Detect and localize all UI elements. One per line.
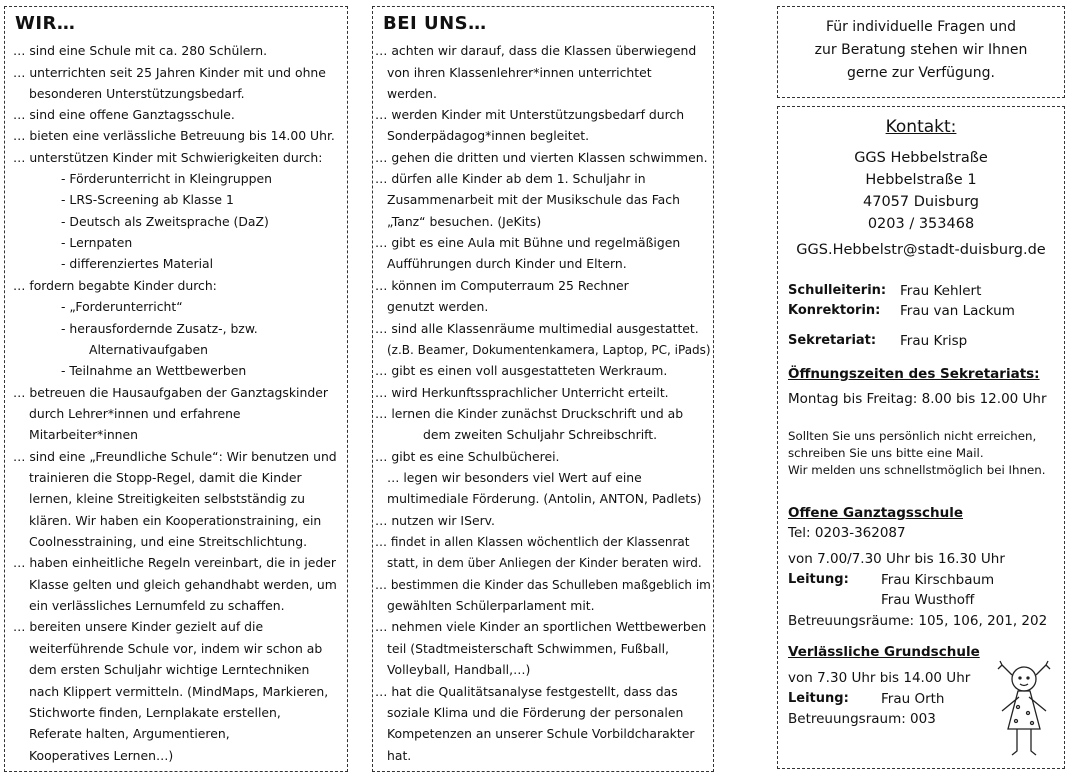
list-line: weiterführende Schule vor, indem wir schon ab [29,641,323,656]
list-line: trainieren die Stopp-Regel, damit die Kinder [29,470,302,485]
vgs-lead-name: Frau Orth [881,691,945,707]
ogs-lead-name: Frau Wusthoff [881,592,975,608]
school-phone: 0203 / 353468 [867,216,975,232]
consultation-box [777,6,1065,98]
contact-note-line: Wir melden uns schnellstmöglich bei Ihnen. [788,463,1046,477]
list-line: … bieten eine verlässliche Betreuung bis 14.00 Uhr. [13,128,335,143]
list-line: … betreuen die Hausaufgaben der Ganztagskinder [13,385,328,400]
list-line: … findet in allen Klassen wöchentlich der Klassenrat [375,535,690,549]
list-line: - „Forderunterricht“ [61,299,183,314]
list-line: hat. [387,748,412,763]
ogs-title: Offene Ganztagsschule [788,505,963,521]
list-line: genutzt werden. [387,299,489,314]
staff-role: Sekretariat: [788,333,877,348]
contact-title: Kontakt: [885,117,957,137]
consultation-line: zur Beratung stehen wir Ihnen [814,42,1028,58]
consultation-line: Für individuelle Fragen und [825,19,1017,35]
staff-name: Frau Krisp [900,333,968,349]
list-line: Stichworte finden, Lernplakate erstellen, [29,705,281,720]
list-line: … hat die Qualitätsanalyse festgestellt, dass das [375,684,678,699]
list-line: … sind eine offene Ganztagsschule. [13,107,235,122]
list-line: … wird Herkunftssprachlicher Unterricht erteilt. [375,385,669,400]
list-line: … sind eine „Freundliche Schule“: Wir benutzen und [13,449,337,464]
list-line: - Förderunterricht in Kleingruppen [61,171,272,186]
list-line: Sonderpädagog*innen begleitet. [387,128,590,143]
contact-note-line: Sollten Sie uns persönlich nicht erreichen, [788,429,1037,443]
list-line: … lernen die Kinder zunächst Druckschrift und ab [375,406,684,421]
list-line: … gibt es einen voll ausgestatteten Werkraum. [375,363,668,378]
list-line: Coolnesstraining, und eine Streitschlichtung. [29,534,308,549]
list-line: teil (Stadtmeisterschaft Schwimmen, Fußball, [387,641,669,656]
vgs-lead-label: Leitung: [788,691,849,706]
vgs-title: Verlässliche Grundschule [788,644,980,660]
list-line: - Teilnahme an Wettbewerben [61,363,247,378]
list-line: multimediale Förderung. (Antolin, ANTON, Padlets) [387,491,702,506]
list-line: Kooperatives Lernen…) [29,748,174,763]
list-line: … gibt es eine Schulbücherei. [375,449,560,464]
list-line: … achten wir darauf, dass die Klassen überwiegend [375,43,697,58]
ogs-tel: Tel: 0203-362087 [788,525,906,541]
school-name: GGS Hebbelstraße [854,150,988,166]
list-line: - LRS-Screening ab Klasse 1 [61,192,234,207]
list-line: nach Klippert vermitteln. (MindMaps, Markieren, [29,684,329,699]
list-line: dem zweiten Schuljahr Schreibschrift. [423,427,658,442]
list-line: soziale Klima und die Förderung der personalen [387,705,684,720]
vgs-room: Betreuungsraum: 003 [788,711,936,727]
list-line: … unterrichten seit 25 Jahren Kinder mit und ohne [13,65,326,80]
list-line: … sind eine Schule mit ca. 280 Schülern. [13,43,268,58]
list-line: lernen, kleine Streitigkeiten selbstständig zu [29,491,306,506]
list-line: … nutzen wir IServ. [375,513,495,528]
list-line: Volleyball, Handball,…) [387,662,531,677]
list-line: … gehen die dritten und vierten Klassen schwimmen. [375,150,708,165]
list-line: … haben einheitliche Regeln vereinbart, die in jeder [13,555,336,570]
list-line: … nehmen viele Kinder an sportlichen Wettbewerben [375,619,707,634]
ogs-lead-name: Frau Kirschbaum [881,572,995,588]
school-city: 47057 Duisburg [863,194,979,210]
bei-uns-column [372,6,714,772]
list-line: Zusammenarbeit mit der Musikschule das Fach [387,192,680,207]
list-line: dem ersten Schuljahr wichtige Lerntechniken [29,662,310,677]
school-street: Hebbelstraße 1 [865,172,977,188]
list-line: klären. Wir haben ein Kooperationstraining, ein [29,513,322,528]
ogs-hours: von 7.00/7.30 Uhr bis 16.30 Uhr [788,551,1005,567]
consultation-line: gerne zur Verfügung. [846,65,995,81]
list-line: … unterstützen Kinder mit Schwierigkeiten durch: [13,150,323,165]
list-line: … bestimmen die Kinder das Schulleben maßgeblich im [375,578,711,592]
list-line: - differenziertes Material [61,256,214,271]
list-line: gewählten Schülerparlament mit. [387,598,595,613]
contact-box [777,106,1065,769]
list-line: Alternativaufgaben [89,342,208,357]
list-line: … dürfen alle Kinder ab dem 1. Schuljahr in [375,171,646,186]
list-line: Kompetenzen an unserer Schule Vorbildcharakter [387,726,695,741]
list-line: - Lernpaten [61,235,133,250]
list-line: „Tanz“ besuchen. (JeKits) [387,214,542,229]
list-line: ein verlässliches Lernumfeld zu schaffen. [29,598,285,613]
list-line: … fordern begabte Kinder durch: [13,278,217,293]
list-line: Referate halten, Argumentieren, [29,726,230,741]
office-hours-title: Öffnungszeiten des Sekretariats: [788,366,1040,382]
list-line: … bereiten unsere Kinder gezielt auf die [13,619,264,634]
list-line: - Deutsch als Zweitsprache (DaZ) [61,214,269,229]
list-line: (z.B. Beamer, Dokumentenkamera, Laptop, PC, iPads) [387,343,711,357]
list-line: Aufführungen durch Kinder und Eltern. [387,256,627,271]
wir-column [4,6,348,772]
list-line: Klasse gelten und gleich gehandhabt werden, um [29,577,337,592]
list-line: … legen wir besonders viel Wert auf eine [387,470,642,485]
office-hours: Montag bis Freitag: 8.00 bis 12.00 Uhr [788,391,1047,407]
list-line: … können im Computerraum 25 Rechner [375,278,629,293]
staff-name: Frau van Lackum [900,303,1015,319]
list-line: … werden Kinder mit Unterstützungsbedarf durch [375,107,685,122]
list-line: Mitarbeiter*innen [29,427,139,442]
ogs-lead-label: Leitung: [788,572,849,587]
wir-heading: WIR… [15,13,76,34]
list-line: besonderen Unterstützungsbedarf. [29,86,245,101]
list-line: … sind alle Klassenräume multimedial ausgestattet. [375,321,699,336]
list-line: werden. [387,86,437,101]
contact-note-line: schreiben Sie uns bitte eine Mail. [788,446,984,460]
staff-role: Konrektorin: [788,303,881,318]
staff-name: Frau Kehlert [900,283,982,299]
staff-role: Schulleiterin: [788,283,887,298]
list-line: … gibt es eine Aula mit Bühne und regelmäßigen [375,235,681,250]
ogs-rooms: Betreuungsräume: 105, 106, 201, 202 [788,613,1048,629]
list-line: durch Lehrer*innen und erfahrene [29,406,241,421]
list-line: - herausfordernde Zusatz-, bzw. [61,321,258,336]
list-line: statt, in dem über Anliegen der Kinder beraten wird. [387,556,702,570]
list-line: von ihren Klassenlehrer*innen unterrichtet [387,65,652,80]
school-email[interactable]: GGS.Hebbelstr@stadt-duisburg.de [796,242,1046,258]
vgs-hours: von 7.30 Uhr bis 14.00 Uhr [788,670,971,686]
bei-uns-heading: BEI UNS… [383,13,487,34]
girl-doodle-icon [990,659,1058,761]
